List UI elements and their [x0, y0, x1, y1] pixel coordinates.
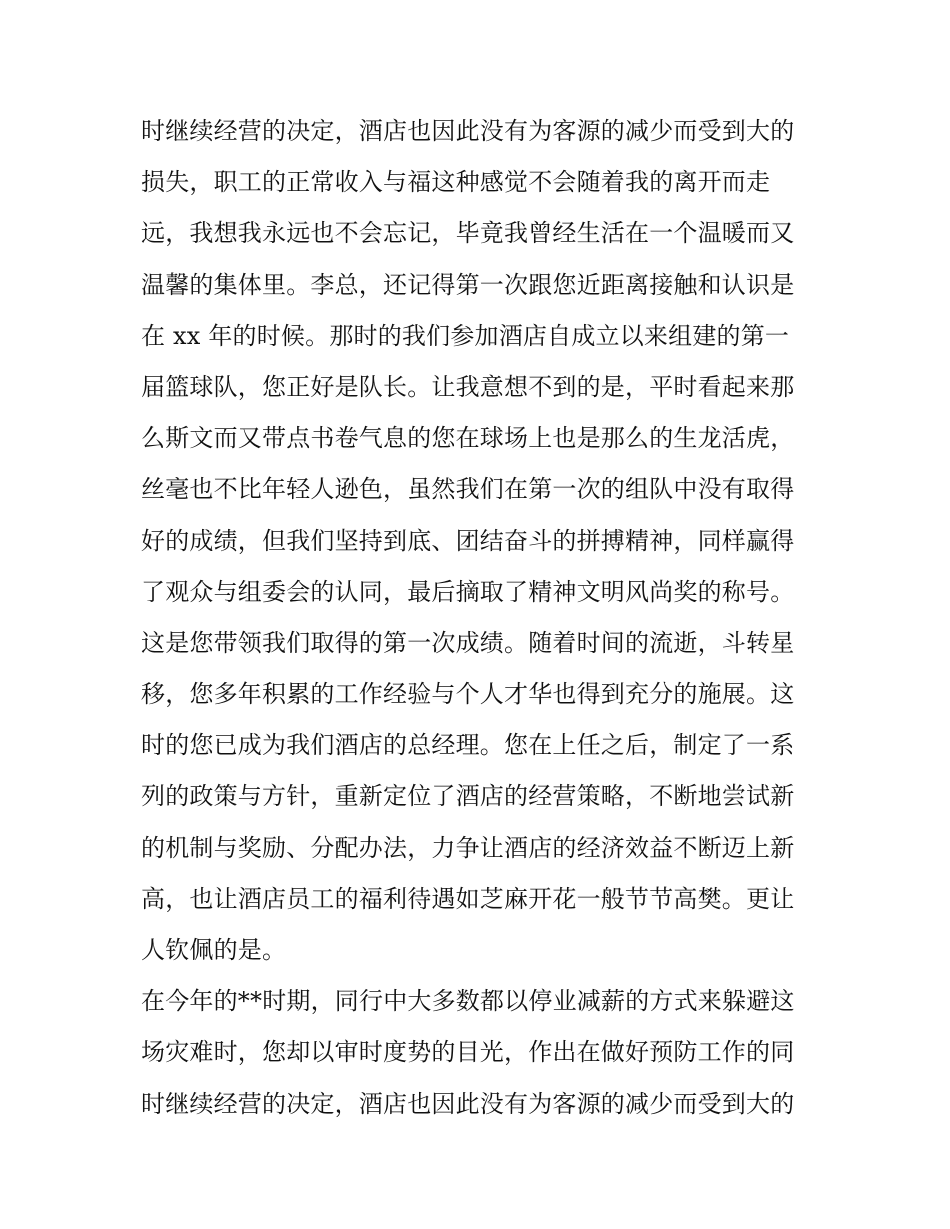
text-line: 了观众与组委会的认同，最后摘取了精神文明风尚奖的称号。 — [141, 577, 795, 606]
text-line: 这是您带领我们取得的第一次成绩。随着时间的流逝，斗转星 — [141, 628, 795, 657]
text-line: 时的您已成为我们酒店的总经理。您在上任之后，制定了一系 — [141, 731, 795, 760]
text-line: 远，我想我永远也不会忘记，毕竟我曾经生活在一个温暖而又 — [141, 219, 795, 248]
text-line: 的机制与奖励、分配办法，力争让酒店的经济效益不断迈上新 — [141, 833, 795, 862]
text-line: 在今年的**时期，同行中大多数都以停业减薪的方式来躲避这 — [141, 987, 795, 1016]
body-text — [141, 106, 821, 1130]
text-line: 丝毫也不比年轻人逊色，虽然我们在第一次的组队中没有取得 — [141, 475, 795, 504]
text-line: 损失，职工的正常收入与福这种感觉不会随着我的离开而走 — [141, 168, 771, 197]
text-line: 高，也让酒店员工的福利待遇如芝麻开花一般节节高樊。更让 — [141, 884, 795, 913]
text-line: 么斯文而又带点书卷气息的您在球场上也是那么的生龙活虎， — [141, 424, 795, 453]
text-line: 在 xx 年的时候。那时的我们参加酒店自成立以来组建的第一 — [141, 321, 790, 350]
text-line: 人钦佩的是。 — [141, 936, 287, 964]
text-line: 时继续经营的决定，酒店也因此没有为客源的减少而受到大的 — [141, 1089, 795, 1118]
text-line: 届篮球队，您正好是队长。让我意想不到的是，平时看起来那 — [141, 372, 795, 401]
text-line: 时继续经营的决定，酒店也因此没有为客源的减少而受到大的 — [141, 117, 795, 145]
text-line: 列的政策与方针，重新定位了酒店的经营策略，不断地尝试新 — [141, 782, 795, 811]
text-line: 移，您多年积累的工作经验与个人才华也得到充分的施展。这 — [141, 680, 795, 709]
text-line: 温馨的集体里。李总，还记得第一次跟您近距离接触和认识是 — [141, 270, 795, 299]
text-line: 场灾难时，您却以审时度势的目光，作出在做好预防工作的同 — [141, 1038, 795, 1067]
text-line: 好的成绩，但我们坚持到底、团结奋斗的拼搏精神，同样赢得 — [141, 526, 795, 555]
